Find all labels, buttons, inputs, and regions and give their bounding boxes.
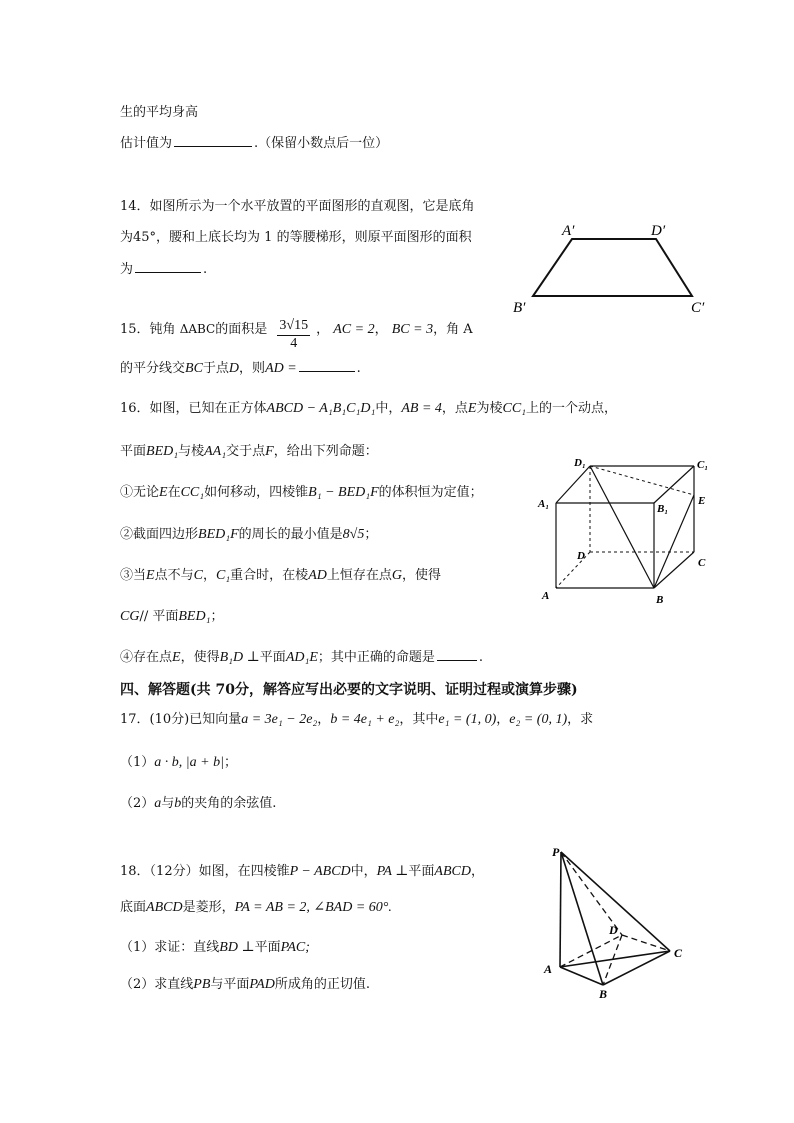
text: 所成角的正切值. <box>274 977 370 992</box>
text: 17．(10分)已知向量 <box>120 712 242 727</box>
math: G <box>391 568 402 583</box>
text: ； <box>210 609 224 624</box>
text: 在 <box>167 485 181 500</box>
q16-line-1 <box>120 401 617 418</box>
text: // 平面 <box>139 609 179 624</box>
math: PB <box>193 977 211 992</box>
label-C: C <box>674 946 683 960</box>
math: E <box>172 650 181 665</box>
math: b = 4e₁ + e₂ <box>330 712 400 727</box>
trapezoid-shape <box>533 239 692 296</box>
text: ， <box>496 712 510 727</box>
section-four-title <box>120 682 578 699</box>
text: （1） <box>120 755 155 770</box>
edge-C1B1 <box>654 466 694 503</box>
math: CC₁ <box>180 485 205 500</box>
q17-sub-2 <box>120 796 276 813</box>
math: ABCD − A₁B₁C₁D₁ <box>266 401 376 416</box>
label-A-prime: A′ <box>562 223 575 239</box>
math: ABCD <box>434 864 471 879</box>
q15-line-2 <box>120 361 361 378</box>
edge-DC <box>622 935 670 951</box>
math: BD ⊥ <box>219 940 255 955</box>
text: 与棱 <box>178 444 205 459</box>
math: 8√5 <box>342 527 365 542</box>
math: a = 3e₁ − 2e₂ <box>241 712 318 727</box>
text: 平面 <box>120 444 147 459</box>
text: 上恒存在点 <box>326 568 392 583</box>
q17-line-1 <box>120 712 593 729</box>
math: b <box>174 796 182 811</box>
text: （1）求证：直线 <box>120 940 220 955</box>
text: 中， <box>350 864 377 879</box>
text: 点不与 <box>154 568 194 583</box>
edge-PA <box>560 852 561 967</box>
text: ，求 <box>567 712 594 727</box>
text: 与 <box>161 796 175 811</box>
text: 平面 <box>259 650 286 665</box>
text: . <box>356 361 361 376</box>
answer-blank[interactable] <box>135 271 201 273</box>
text: 四、解答题(共 70分，解答应写出必要的文字说明、证明过程或演算步骤) <box>120 682 578 698</box>
cube-figure <box>530 455 720 610</box>
text: ，角 A <box>433 321 473 337</box>
text: 于点 <box>202 361 229 376</box>
text: 18．（12分）如图，在四棱锥 <box>120 864 290 879</box>
q18-line-1 <box>120 864 484 881</box>
text: ； <box>364 527 378 542</box>
label-B-prime: B′ <box>513 300 526 316</box>
label-B: B <box>656 594 664 606</box>
math: AC = 2 <box>333 321 375 337</box>
edge-A1D1 <box>556 466 590 503</box>
text: ③当 <box>120 568 147 583</box>
fraction <box>277 318 310 353</box>
math: P − ABCD <box>289 864 351 879</box>
q16-line-2 <box>120 444 378 461</box>
math: CG <box>120 609 140 624</box>
label-E: E <box>698 495 706 507</box>
text: 平面 <box>254 940 281 955</box>
text: 重合时，在棱 <box>230 568 309 583</box>
text: 上的一个动点， <box>526 401 618 416</box>
math: e₁ = (1, 0) <box>438 712 497 727</box>
text: ， <box>316 321 330 337</box>
label-A: A <box>544 962 553 976</box>
math: PAD <box>249 977 275 992</box>
math: AB = 4 <box>401 401 442 416</box>
edge-CB <box>654 552 694 588</box>
math: C <box>193 568 203 583</box>
text: ；其中正确的命题是 <box>317 650 435 665</box>
math: AD = <box>265 361 297 376</box>
math: CC₁ <box>502 401 527 416</box>
math: C₁ <box>215 568 231 583</box>
text: 为45°，腰和上底长均为 1 的等腰梯形，则原平面图形的面积 <box>120 230 472 245</box>
math: E <box>159 485 168 500</box>
answer-blank[interactable] <box>299 370 355 372</box>
text: ， <box>470 864 484 879</box>
text: 为棱 <box>476 401 503 416</box>
math: AD <box>308 568 327 583</box>
text: 16．如图，已知在正方体 <box>120 401 267 416</box>
math: e₂ = (0, 1) <box>509 712 568 727</box>
text: . <box>203 262 208 277</box>
label-D-prime: D′ <box>651 223 666 239</box>
text: 15．钝角 <box>120 321 176 337</box>
q18-sub-2 <box>120 977 370 994</box>
q17-sub-1 <box>120 755 237 772</box>
text: ，使得 <box>402 568 442 583</box>
text: ，则 <box>239 361 266 376</box>
text: ，其中 <box>399 712 439 727</box>
carry-line-1 <box>120 105 198 121</box>
text: 交于点 <box>226 444 266 459</box>
edge-AB <box>560 967 603 985</box>
text: 底面 <box>120 900 147 915</box>
q14-line-3 <box>120 262 207 278</box>
text: ，使得 <box>180 650 220 665</box>
label-D: D <box>609 923 618 937</box>
fraction-denominator: 4 <box>290 335 298 351</box>
text: 为 <box>120 262 134 277</box>
q16-prop-4 <box>120 650 483 667</box>
math: a <box>154 796 162 811</box>
text: 的体积恒为定值； <box>378 485 483 500</box>
triangle-abc: ΔABC <box>179 321 216 336</box>
text: 是菱形， <box>182 900 235 915</box>
q15-line-1 <box>120 318 473 353</box>
math: ABCD <box>146 900 183 915</box>
text: 中， <box>375 401 402 416</box>
math: PA = AB = 2, ∠BAD = 60°. <box>234 900 392 915</box>
math: BED₁F <box>198 527 239 542</box>
q16-prop-1 <box>120 485 483 502</box>
text: 14．如图所示为一个水平放置的平面图形的直观图，它是底角 <box>120 199 475 214</box>
math: BC = 3 <box>391 321 434 337</box>
text: 的周长的最小值是 <box>238 527 343 542</box>
q18-line-2 <box>120 900 392 917</box>
text: . <box>478 650 484 665</box>
answer-blank[interactable] <box>174 145 252 147</box>
label-C-prime: C′ <box>691 300 705 316</box>
math: B₁D ⊥ <box>219 650 260 665</box>
label-C: C <box>698 557 706 569</box>
fraction-numerator: 3√15 <box>277 318 310 336</box>
text: ， <box>317 712 331 727</box>
math: PAC; <box>280 940 310 955</box>
label-C1: C₁ <box>697 459 709 471</box>
text: 的面积是 <box>215 321 268 337</box>
math: E <box>146 568 155 583</box>
trapezoid-figure <box>505 215 725 320</box>
text: ， <box>374 321 388 337</box>
text: 估计值为 <box>120 136 173 151</box>
answer-blank[interactable] <box>437 659 477 661</box>
text: 与平面 <box>210 977 250 992</box>
q14-line-2 <box>120 230 472 246</box>
text: （2） <box>120 796 155 811</box>
q16-prop-3 <box>120 568 441 585</box>
text: .（保留小数点后一位） <box>254 136 389 151</box>
text: ④存在点 <box>120 650 173 665</box>
q16-prop-2 <box>120 527 377 544</box>
text: ； <box>223 755 237 770</box>
q16-prop-3-cont <box>120 609 223 626</box>
text: 如何移动，四棱锥 <box>204 485 309 500</box>
math: PA ⊥ <box>376 864 409 879</box>
label-D1: D₁ <box>574 457 586 469</box>
label-A: A <box>542 590 550 602</box>
math: F <box>265 444 274 459</box>
math: B₁ − BED₁F <box>308 485 379 500</box>
label-D: D <box>577 550 585 562</box>
math: D <box>228 361 240 376</box>
math: BED₁ <box>178 609 211 624</box>
text: 的夹角的余弦值. <box>181 796 277 811</box>
math: AA₁ <box>204 444 227 459</box>
label-B: B <box>599 987 608 1001</box>
math: BED₁ <box>146 444 179 459</box>
pyramid-figure <box>540 840 700 1005</box>
line-D1B <box>590 466 654 588</box>
q18-sub-1 <box>120 940 310 957</box>
math: BC <box>185 361 203 376</box>
text: ， <box>202 568 216 583</box>
math: a · b, |a + b| <box>154 755 224 770</box>
label-A1: A₁ <box>538 498 550 510</box>
text: ②截面四边形 <box>120 527 199 542</box>
text: ，点 <box>441 401 468 416</box>
text: ①无论 <box>120 485 160 500</box>
text: （2）求直线 <box>120 977 194 992</box>
carry-line-2 <box>120 136 388 152</box>
label-B1: B₁ <box>657 503 669 515</box>
q14-line-1 <box>120 199 475 215</box>
math: E <box>467 401 477 416</box>
text: 生的平均身高 <box>120 105 199 120</box>
text: ，给出下列命题： <box>273 444 378 459</box>
text: 的平分线交 <box>120 361 186 376</box>
math: AD₁E <box>285 650 318 665</box>
label-P: P <box>552 845 560 859</box>
text: 平面 <box>408 864 435 879</box>
